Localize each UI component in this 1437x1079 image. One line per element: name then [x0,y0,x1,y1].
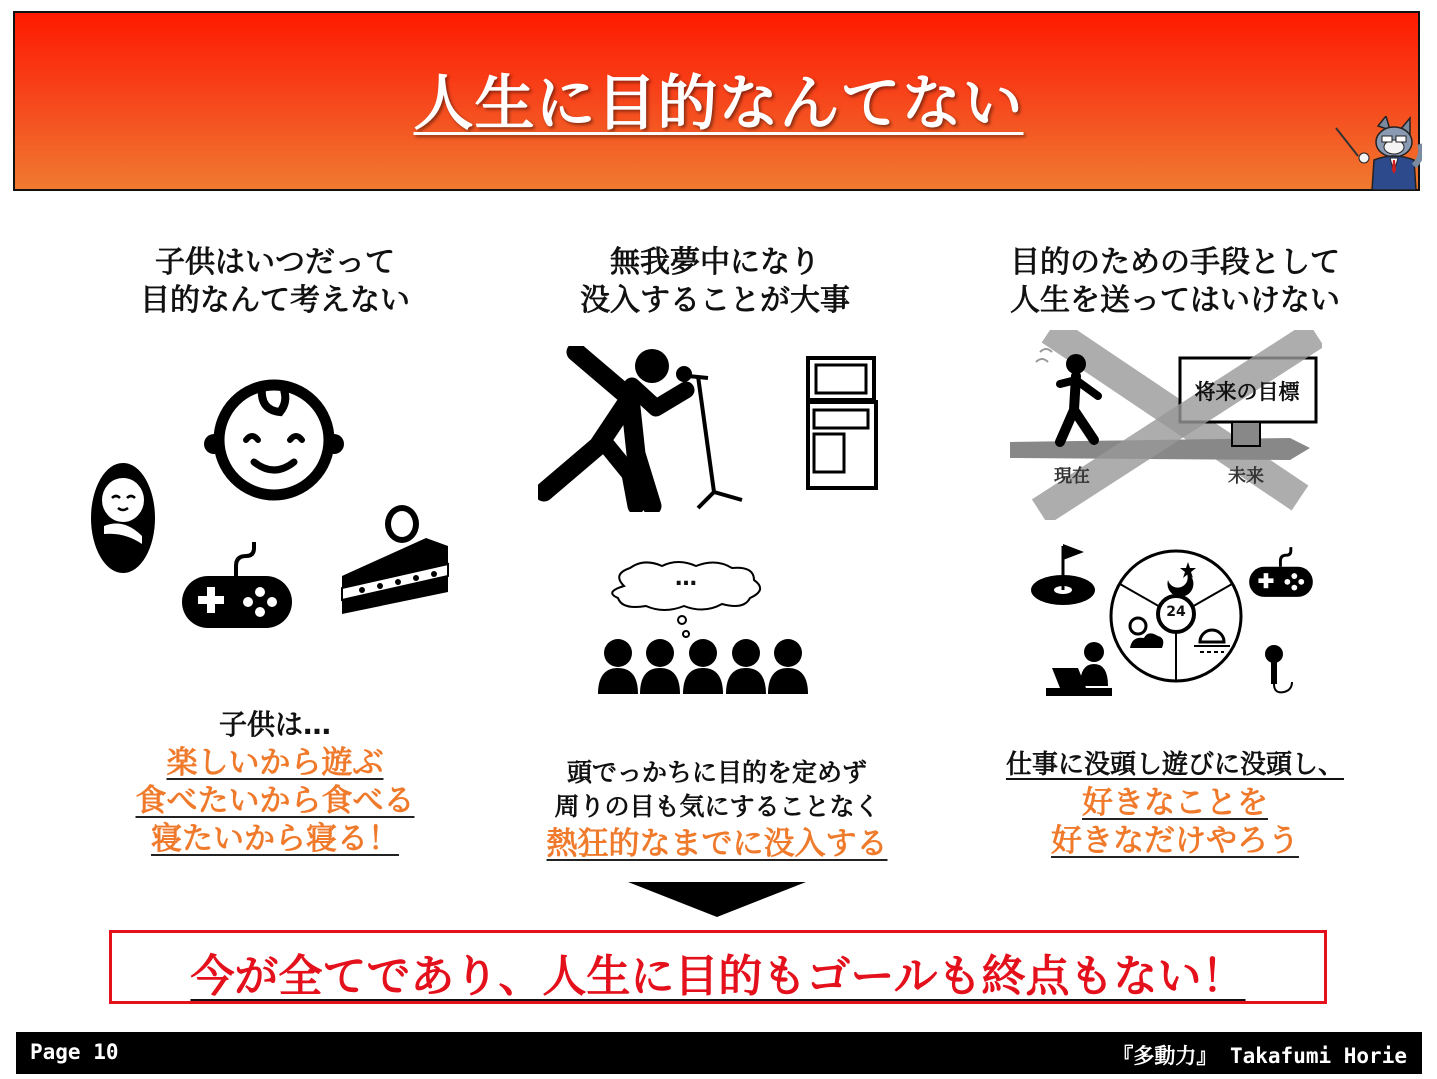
goal-sign-label: 将来の目標 [1194,380,1300,404]
laptop-worker-icon [1046,640,1112,698]
col2-heading-line2: 没入することが大事 [580,283,850,318]
col3-text [975,746,1375,860]
col1-heading [90,244,460,320]
page-title: 人生に目的なんてない [413,69,1024,139]
col1-highlight-3: 寝たいから寝る！ [151,821,399,857]
future-goal-diagram [1010,330,1322,520]
col1-text [90,706,460,858]
cake-slice-icon [340,502,452,614]
col1-heading-line1: 子供はいつだって [155,245,395,280]
col1-lead: 子供は… [218,708,331,741]
timeline-now-label: 現在 [1054,466,1090,487]
col2-body-1: 頭でっかちに目的を定めず [566,758,867,787]
down-arrow-icon [628,882,806,918]
singer-icon [538,346,746,512]
audience-icon [596,636,810,694]
col2-highlight-1: 熱狂的なまでに没入する [546,826,888,862]
footer-credit: 『多動力』 Takafumi Horie [1112,1044,1407,1068]
golf-icon [1030,542,1096,606]
swaddled-baby-icon [90,462,156,574]
col3-body-1: 仕事に没頭し遊びに没頭し、 [1005,750,1344,780]
game-controller-small-icon [1248,544,1314,600]
baby-face-icon [196,376,352,502]
col3-highlight-1: 好きなことを [1082,785,1268,821]
page-number: Page 10 [30,1040,119,1064]
col2-text [510,756,924,864]
thought-cloud-text: … [675,566,697,591]
col2-heading [530,244,900,320]
col3-highlight-2: 好きなだけやろう [1051,823,1299,859]
col2-heading-line1: 無我夢中になり [610,245,820,280]
computer-icon [806,356,878,490]
game-controller-icon [180,540,294,630]
col2-body-2: 周りの目も気にすることなく [554,792,880,821]
wolf-mascot-icon [1330,116,1422,190]
col3-heading-line1: 目的のための手段として [1010,245,1340,280]
clock-label: 24 [1166,604,1186,620]
col3-heading [980,244,1370,320]
col1-highlight-2: 食べたいから食べる [135,783,415,819]
conclusion-text: 今が全てであり、人生に目的もゴールも終点もない！ [190,951,1246,1002]
col3-heading-line2: 人生を送ってはいけない [1010,283,1340,318]
col1-heading-line2: 目的なんて考えない [140,283,410,318]
microphone-icon [1262,644,1296,696]
col1-highlight-1: 楽しいから遊ぶ [166,745,384,781]
timeline-future-label: 未来 [1228,466,1264,487]
